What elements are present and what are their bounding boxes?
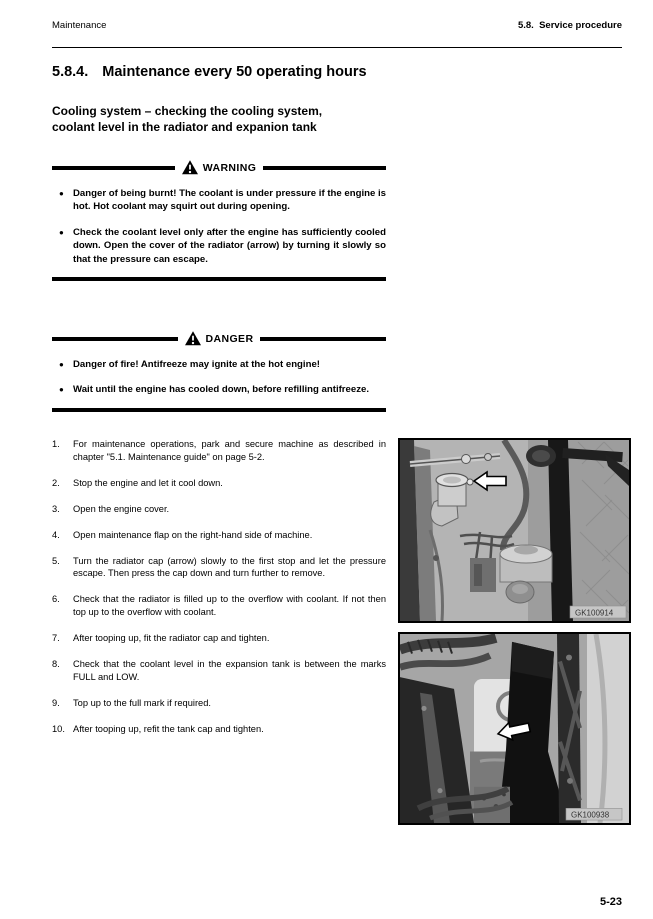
step-row	[52, 723, 386, 736]
step-text: Open the engine cover.	[73, 503, 170, 514]
step-text: Open maintenance flap on the right-hand side of machine.	[73, 529, 313, 540]
danger-box-bottom-rule	[52, 408, 386, 412]
warning-label: WARNING	[202, 161, 257, 174]
step-text: Check that the radiator is filled up to the overflow with coolant. If not then top up to the overflow with coolant.	[73, 594, 386, 618]
header-chapter: Maintenance	[52, 20, 107, 31]
topic-title-line2: coolant level in the radiator and expanion tank	[52, 119, 317, 134]
step-number: 6.	[52, 594, 60, 605]
rule-segment	[263, 166, 386, 170]
topic-title-line1: Cooling system – checking the cooling system,	[52, 104, 323, 118]
rule-segment	[52, 337, 178, 341]
danger-item	[52, 358, 386, 371]
header-section: 5.8. Service procedure	[517, 20, 622, 31]
step-number: 1.	[52, 439, 60, 449]
warning-item-text: Check the coolant level only after the engine has sufficiently cooled down. Open the cover of the radiator (arrow) by turning it slowly so that the pressure can escape.	[73, 226, 386, 265]
warning-item	[52, 187, 386, 214]
step-row	[52, 555, 386, 581]
warning-item-text: Danger of being burnt! The coolant is under pressure if the engine is hot. Hot coolant may squirt out during opening.	[73, 188, 386, 213]
step-text: Check that the coolant level in the expansion tank is between the marks FULL and LOW.	[73, 659, 386, 682]
bullet-icon: ●	[59, 189, 64, 198]
header-rule	[52, 47, 622, 48]
step-number: 2.	[52, 477, 60, 488]
figure-caption: GK100938	[571, 810, 610, 820]
bullet-icon: ●	[59, 360, 64, 369]
figure-photo-radiator-cap	[398, 438, 631, 623]
danger-item	[52, 383, 386, 396]
topic-title	[52, 104, 322, 135]
bullet-icon: ●	[59, 385, 64, 395]
step-number: 3.	[52, 503, 60, 514]
section-heading: Maintenance every 50 operating hours	[102, 64, 367, 80]
step-row	[52, 658, 386, 684]
step-number: 7.	[52, 633, 60, 644]
warning-box	[52, 160, 386, 281]
danger-label: DANGER	[205, 332, 254, 345]
step-number: 4.	[52, 529, 60, 540]
danger-box	[52, 331, 386, 412]
section-title	[52, 64, 367, 80]
figure-caption: GK100914	[575, 608, 614, 618]
step-text: Turn the radiator cap (arrow) slowly to the first stop and let the pressure escape. Then press the cap down and turn further to remove.	[73, 555, 386, 579]
step-text: Top up to the full mark if required.	[73, 697, 211, 708]
danger-item-text: Danger of fire! Antifreeze may ignite at the hot engine!	[73, 359, 320, 370]
step-row	[52, 529, 386, 542]
step-row	[52, 593, 386, 619]
rule-segment	[52, 166, 175, 170]
danger-item-text: Wait until the engine has cooled down, before refilling antifreeze.	[73, 384, 370, 396]
page-number: 5-23	[599, 896, 622, 908]
step-row	[52, 503, 386, 516]
page-header	[52, 20, 622, 31]
bullet-icon: ●	[59, 227, 64, 237]
step-row	[52, 632, 386, 645]
step-text: After tooping up, fit the radiator cap and tighten.	[73, 633, 270, 644]
step-number: 9.	[52, 697, 60, 708]
warning-item	[52, 226, 386, 266]
step-text: Stop the engine and let it cool down.	[73, 477, 223, 488]
step-number: 10.	[52, 723, 65, 734]
step-row	[52, 697, 386, 710]
procedure-steps	[52, 438, 386, 749]
step-number: 5.	[52, 555, 60, 566]
step-row	[52, 477, 386, 490]
warning-box-header	[52, 160, 386, 175]
warning-box-bottom-rule	[52, 277, 386, 281]
step-number: 8.	[52, 659, 60, 670]
figure-photo-expansion-tank	[398, 632, 631, 825]
danger-box-header	[52, 331, 386, 346]
step-text: For maintenance operations, park and secure machine as described in chapter "5.1. Maintenance guide" on page 5-2.	[73, 439, 386, 462]
warning-triangle-icon	[182, 160, 198, 175]
step-text: After tooping up, refit the tank cap and tighten.	[73, 723, 264, 734]
rule-segment	[260, 337, 386, 341]
step-row	[52, 438, 386, 464]
section-number: 5.8.4.	[52, 64, 89, 80]
danger-triangle-icon	[185, 331, 201, 346]
